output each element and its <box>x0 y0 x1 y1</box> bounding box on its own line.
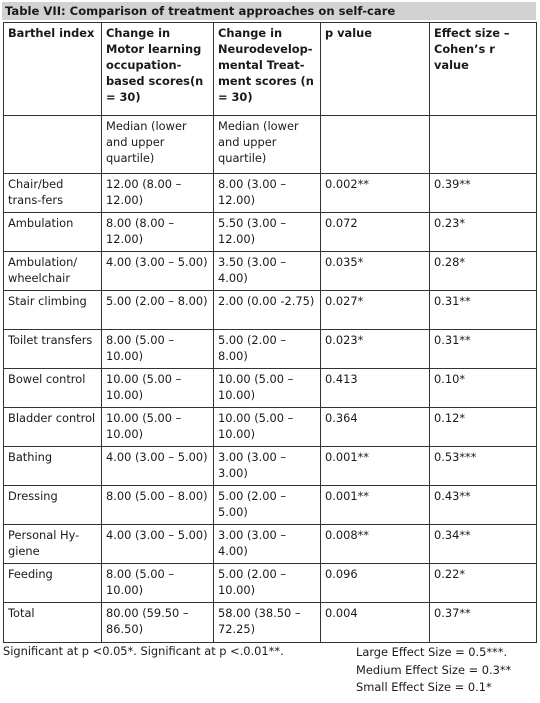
effect-size-value: 0.31** <box>430 291 537 330</box>
row-label: Personal Hy-giene <box>4 525 102 564</box>
p-value: 0.096 <box>321 564 430 603</box>
p-value: 0.023* <box>321 330 430 369</box>
row-label: Bowel control <box>4 369 102 408</box>
column-header-barthel-index: Barthel index <box>4 23 102 116</box>
motor-value: 12.00 (8.00 – 12.00) <box>102 174 214 213</box>
subheader-empty-cell <box>4 116 102 174</box>
row-label: Feeding <box>4 564 102 603</box>
ndt-value: 2.00 (0.00 -2.75) <box>214 291 321 330</box>
p-value: 0.001** <box>321 486 430 525</box>
row-label: Ambulation/ wheelchair <box>4 252 102 291</box>
ndt-value: 10.00 (5.00 – 10.00) <box>214 408 321 447</box>
row-label: Stair climbing <box>4 291 102 330</box>
ndt-value: 3.00 (3.00 – 4.00) <box>214 525 321 564</box>
ndt-value: 5.00 (2.00 – 5.00) <box>214 486 321 525</box>
ndt-value: 10.00 (5.00 – 10.00) <box>214 369 321 408</box>
table-row <box>4 213 537 252</box>
ndt-value: 3.50 (3.00 – 4.00) <box>214 252 321 291</box>
table-row <box>4 291 537 330</box>
effect-size-legend <box>356 644 511 697</box>
p-value: 0.001** <box>321 447 430 486</box>
effect-size-value: 0.43** <box>430 486 537 525</box>
subheader-motor: Median (lower and upper quartile) <box>102 116 214 174</box>
table-row <box>4 330 537 369</box>
p-value: 0.413 <box>321 369 430 408</box>
motor-value: 8.00 (5.00 – 10.00) <box>102 564 214 603</box>
effect-size-value: 0.31** <box>430 330 537 369</box>
subheader-empty-cell <box>430 116 537 174</box>
row-label: Bathing <box>4 447 102 486</box>
motor-value: 80.00 (59.50 – 86.50) <box>102 603 214 643</box>
p-value: 0.072 <box>321 213 430 252</box>
table-row <box>4 174 537 213</box>
row-label: Toilet transfers <box>4 330 102 369</box>
p-value: 0.035* <box>321 252 430 291</box>
ndt-value: 58.00 (38.50 – 72.25) <box>214 603 321 643</box>
p-value: 0.027* <box>321 291 430 330</box>
motor-value: 4.00 (3.00 – 5.00) <box>102 525 214 564</box>
effect-size-value: 0.23* <box>430 213 537 252</box>
motor-value: 10.00 (5.00 – 10.00) <box>102 369 214 408</box>
row-label: Bladder control <box>4 408 102 447</box>
ndt-value: 5.00 (2.00 – 8.00) <box>214 330 321 369</box>
effect-size-value: 0.53*** <box>430 447 537 486</box>
effect-size-value: 0.28* <box>430 252 537 291</box>
ndt-value: 3.00 (3.00 – 3.00) <box>214 447 321 486</box>
motor-value: 4.00 (3.00 – 5.00) <box>102 447 214 486</box>
p-value: 0.004 <box>321 603 430 643</box>
motor-value: 10.00 (5.00 – 10.00) <box>102 408 214 447</box>
row-label: Dressing <box>4 486 102 525</box>
p-value: 0.008** <box>321 525 430 564</box>
table-row <box>4 564 537 603</box>
table-row <box>4 486 537 525</box>
results-table <box>3 22 537 643</box>
row-label: Chair/bed trans-fers <box>4 174 102 213</box>
subheader-empty-cell <box>321 116 430 174</box>
effect-size-value: 0.34** <box>430 525 537 564</box>
ndt-value: 5.00 (2.00 – 10.00) <box>214 564 321 603</box>
table-row <box>4 408 537 447</box>
table-row <box>4 447 537 486</box>
p-value: 0.364 <box>321 408 430 447</box>
row-label: Ambulation <box>4 213 102 252</box>
motor-value: 8.00 (5.00 – 10.00) <box>102 330 214 369</box>
row-label: Total <box>4 603 102 643</box>
column-header-motor-learning: Change in Motor learning occupation-based scores(n = 30) <box>102 23 214 116</box>
motor-value: 4.00 (3.00 – 5.00) <box>102 252 214 291</box>
ndt-value: 5.50 (3.00 – 12.00) <box>214 213 321 252</box>
motor-value: 5.00 (2.00 – 8.00) <box>102 291 214 330</box>
effect-size-large: Large Effect Size = 0.5***. <box>356 645 508 659</box>
column-header-p-value: p value <box>321 23 430 116</box>
table-subheader-row <box>4 116 537 174</box>
subheader-ndt: Median (lower and upper quartile) <box>214 116 321 174</box>
motor-value: 8.00 (5.00 – 8.00) <box>102 486 214 525</box>
column-header-ndt: Change in Neurodevelop-mental Treat-ment scores (n = 30) <box>214 23 321 116</box>
table-row <box>4 525 537 564</box>
column-header-effect-size: Effect size – Cohen’s r value <box>430 23 537 116</box>
effect-size-value: 0.39** <box>430 174 537 213</box>
effect-size-value: 0.12* <box>430 408 537 447</box>
effect-size-value: 0.10* <box>430 369 537 408</box>
table-row <box>4 252 537 291</box>
effect-size-small: Small Effect Size = 0.1* <box>356 680 492 694</box>
table-row <box>4 603 537 643</box>
table-header-row <box>4 23 537 116</box>
motor-value: 8.00 (8.00 – 12.00) <box>102 213 214 252</box>
effect-size-value: 0.37** <box>430 603 537 643</box>
p-value: 0.002** <box>321 174 430 213</box>
significance-note: Significant at p <0.05*. Significant at p <.0.01**. <box>3 644 284 658</box>
table-title: Table VII: Comparison of treatment approaches on self-care <box>2 2 536 20</box>
ndt-value: 8.00 (3.00 – 12.00) <box>214 174 321 213</box>
effect-size-medium: Medium Effect Size = 0.3** <box>356 662 512 677</box>
table-row <box>4 369 537 408</box>
effect-size-value: 0.22* <box>430 564 537 603</box>
